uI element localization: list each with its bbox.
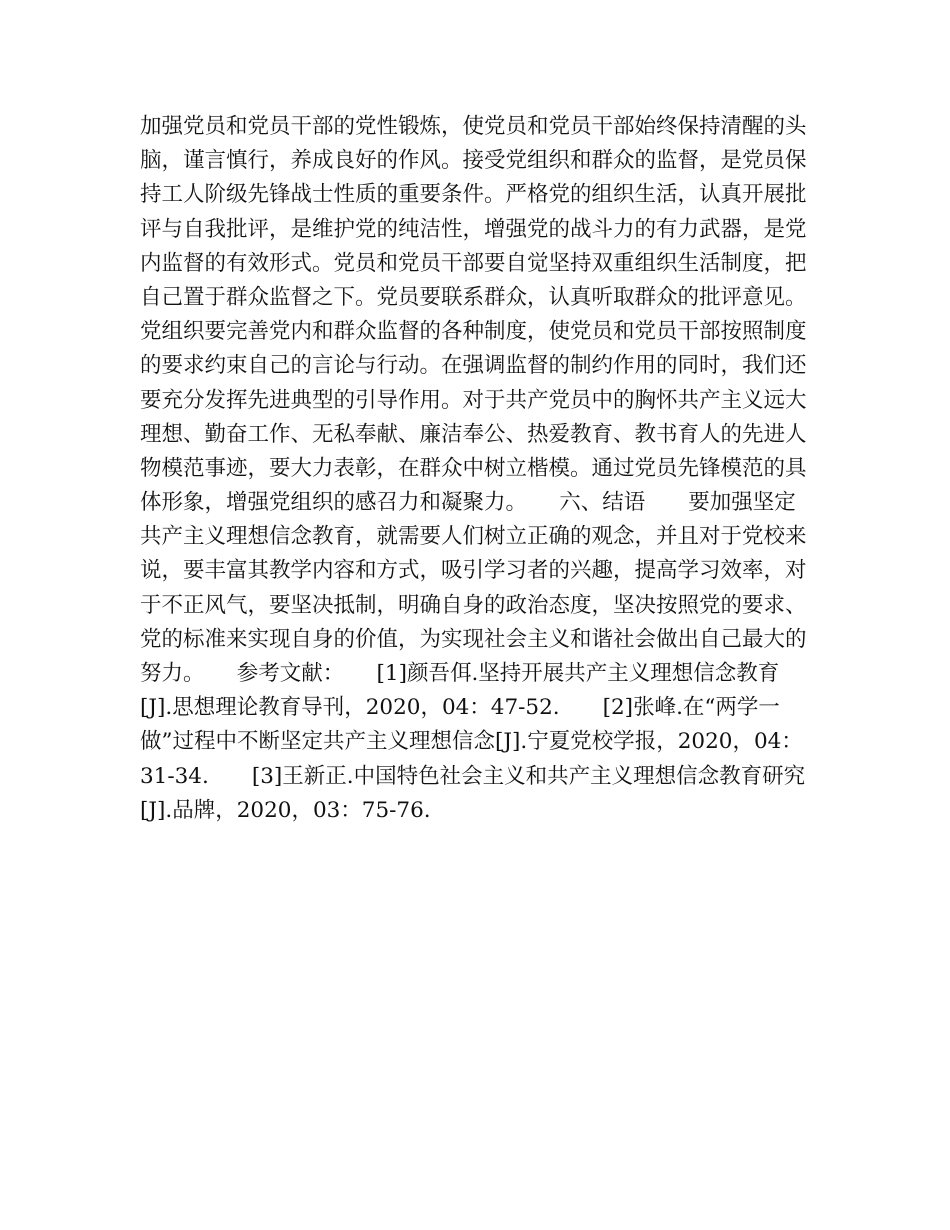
text-line: 理想、勤奋工作、无私奉献、廉洁奉公、热爱教育、教书育人的先进人 [140, 421, 807, 447]
text-line: 要充分发挥先进典型的引导作用。对于共产党员中的胸怀共产主义远大 [140, 387, 807, 413]
text-line: 物模范事迹，要大力表彰，在群众中树立楷模。通过党员先锋模范的具 [140, 455, 807, 481]
reference-line: [J].品牌，2020，03：75-76. [140, 797, 431, 823]
text-line: 于不正风气，要坚决抵制，明确自身的政治态度，坚决按照党的要求、 [140, 592, 807, 618]
text-line: 自己置于群众监督之下。党员要联系群众，认真听取群众的批评意见。 [140, 284, 807, 310]
text-line-section-heading: 体形象，增强党组织的感召力和凝聚力。 六、结语 要加强坚定 [140, 490, 796, 516]
text-line: 的要求约束自己的言论与行动。在强调监督的制约作用的同时，我们还 [140, 353, 807, 379]
text-line: 加强党员和党员干部的党性锻炼，使党员和党员干部始终保持清醒的头 [140, 114, 807, 139]
text-line: 评与自我批评，是维护党的纯洁性，增强党的战斗力的有力武器，是党 [140, 216, 807, 242]
text-line: 党的标准来实现自身的价值，为实现社会主义和谐社会做出自己最大的 [140, 626, 807, 652]
reference-line: [J].思想理论教育导刊，2020，04：47-52. [2]张峰.在“两学一 [140, 695, 780, 721]
text-line: 脑，谨言慎行，养成良好的作风。接受党组织和群众的监督，是党员保 [140, 148, 807, 174]
text-line: 持工人阶级先锋战士性质的重要条件。严格党的组织生活，认真开展批 [140, 182, 807, 208]
body-text [140, 110, 816, 828]
text-line: 说，要丰富其教学内容和方式，吸引学习者的兴趣，提高学习效率，对 [140, 558, 807, 584]
reference-line: 做”过程中不断坚定共产主义理想信念[J].宁夏党校学报，2020，04： [140, 729, 803, 755]
text-line: 党组织要完善党内和群众监督的各种制度，使党员和党员干部按照制度 [140, 319, 807, 345]
text-line-references-start: 努力。 参考文献： [1]颜吾佴.坚持开展共产主义理想信念教育 [140, 661, 780, 686]
reference-line: 31-34. [3]王新正.中国特色社会主义和共产主义理想信念教育研究 [140, 763, 806, 789]
text-line: 内监督的有效形式。党员和党员干部要自觉坚持双重组织生活制度，把 [140, 250, 807, 276]
text-line: 共产主义理想信念教育，就需要人们树立正确的观念，并且对于党校来 [140, 524, 807, 550]
